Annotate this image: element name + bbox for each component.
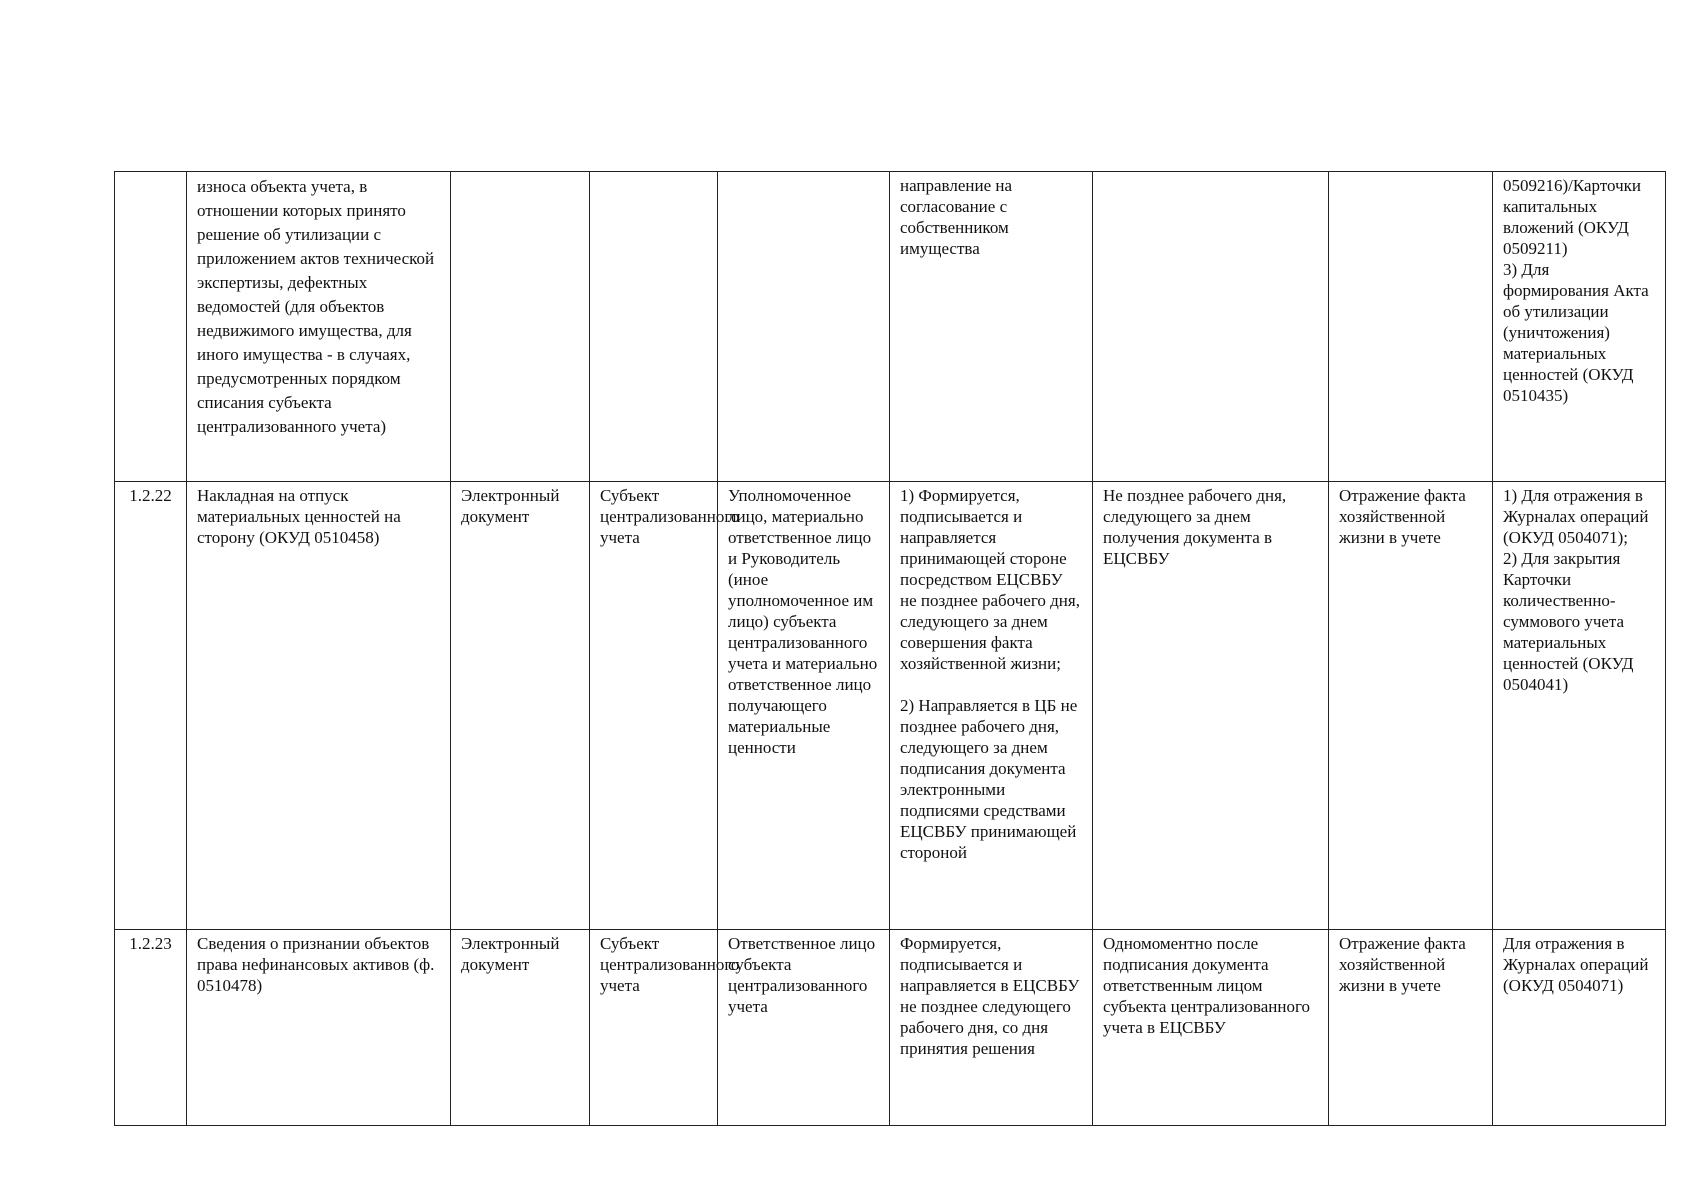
document-name-cell: Накладная на отпуск материальных ценностей на сторону (ОКУД 0510458)	[187, 482, 451, 930]
composer-cell: Субъект централизованного учета	[590, 482, 718, 930]
usage-cell: 0509216)/Карточки капитальных вложений (ОКУД 0509211) 3) Для формирования Акта об утилизации (уничтожения) материальных ценностей (ОКУД 0510435)	[1493, 172, 1666, 482]
deadline-cell: Не позднее рабочего дня, следующего за днем получения документа в ЕЦСВБУ	[1093, 482, 1329, 930]
deadline-cell	[1093, 172, 1329, 482]
deadline-cell: Одномоментно после подписания документа ответственным лицом субъекта централизованного учета в ЕЦСВБУ	[1093, 930, 1329, 1126]
document-form-cell: Электронный документ	[451, 482, 590, 930]
composer-cell: Субъект централизованного учета	[590, 930, 718, 1126]
document-form-cell: Электронный документ	[451, 930, 590, 1126]
procedure-cell	[890, 482, 1093, 930]
table-row	[115, 930, 1666, 1126]
document-name-cell: износа объекта учета, в отношении которых принято решение об утилизации с приложением актов технической экспертизы, дефектных ведомостей (для объектов недвижимого имущества, для иного имущества - в случаях, предусмотренных порядком списания субъекта централизованного учета)	[187, 172, 451, 482]
paragraph-gap	[900, 674, 1082, 695]
row-number-cell: 1.2.23	[115, 930, 187, 1126]
row-number-cell	[115, 172, 187, 482]
table-row	[115, 172, 1666, 482]
signer-cell: Уполномоченное лицо, материально ответственное лицо и Руководитель (иное уполномоченное им лицо) субъекта централизованного учета и материально ответственное лицо получающего материальные ценности	[718, 482, 890, 930]
signer-cell: Ответственное лицо субъекта централизованного учета	[718, 930, 890, 1126]
table-row	[115, 482, 1666, 930]
row-number-cell: 1.2.22	[115, 482, 187, 930]
signer-cell	[718, 172, 890, 482]
document-table	[114, 171, 1666, 1126]
procedure-step-1: 1) Формируется, подписывается и направляется принимающей стороне посредством ЕЦСВБУ не позднее рабочего дня, следующего за днем совершения факта хозяйственной жизни;	[900, 486, 1080, 673]
usage-cell: Для отражения в Журналах операций (ОКУД 0504071)	[1493, 930, 1666, 1126]
composer-cell	[590, 172, 718, 482]
usage-cell: 1) Для отражения в Журналах операций (ОКУД 0504071); 2) Для закрытия Карточки количественно-суммового учета материальных ценностей (ОКУД 0504041)	[1493, 482, 1666, 930]
procedure-step-2: 2) Направляется в ЦБ не позднее рабочего дня, следующего за днем подписания документа электронными подписями средствами ЕЦСВБУ принимающей стороной	[900, 696, 1078, 862]
procedure-cell: Формируется, подписывается и направляется в ЕЦСВБУ не позднее следующего рабочего дня, со дня принятия решения	[890, 930, 1093, 1126]
purpose-cell: Отражение факта хозяйственной жизни в учете	[1329, 930, 1493, 1126]
purpose-cell	[1329, 172, 1493, 482]
procedure-cell: направление на согласование с собственником имущества	[890, 172, 1093, 482]
purpose-cell: Отражение факта хозяйственной жизни в учете	[1329, 482, 1493, 930]
document-form-cell	[451, 172, 590, 482]
document-name-cell: Сведения о признании объектов права нефинансовых активов (ф. 0510478)	[187, 930, 451, 1126]
